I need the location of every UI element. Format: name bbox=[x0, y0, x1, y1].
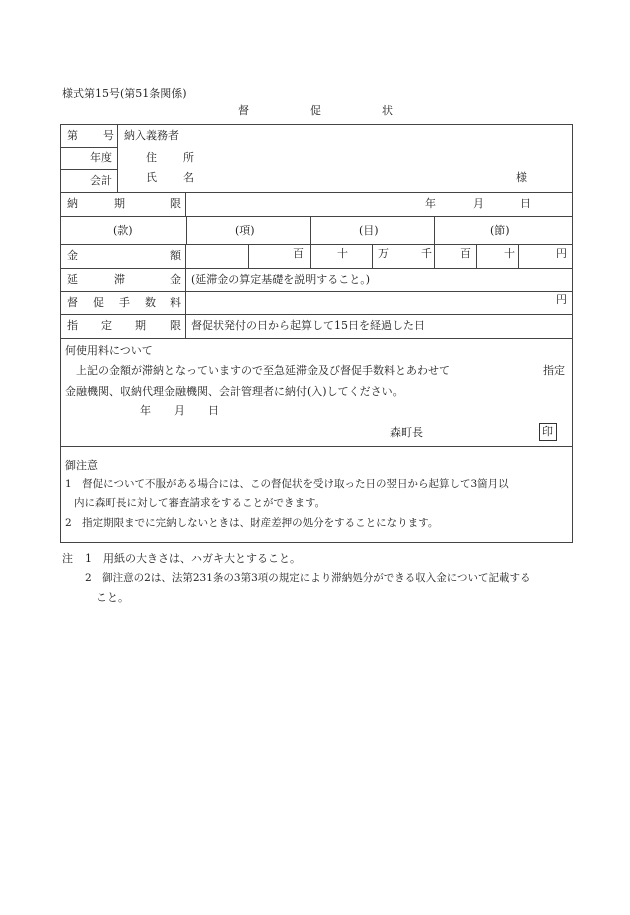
footnote-item2-line2: こと。 bbox=[96, 591, 129, 604]
reminder-fee-label: 手 bbox=[119, 296, 130, 309]
budget-kan: (款) bbox=[113, 224, 133, 237]
designated-deadline-label: 指 bbox=[67, 319, 78, 332]
address-label-1: 住 bbox=[146, 151, 157, 164]
number-label-gou: 号 bbox=[103, 129, 114, 142]
deadline-label: 納 bbox=[67, 197, 78, 210]
budget-kou: (項) bbox=[235, 224, 255, 237]
late-fee-label: 滞 bbox=[114, 273, 125, 286]
amount-digit: 百 bbox=[460, 247, 471, 260]
notice-item1-line1: 1 督促について不服がある場合には、この督促状を受け取った日の翌日から起算して3箇月以 bbox=[65, 478, 509, 490]
message-date-year: 年 bbox=[140, 404, 151, 417]
title-char: 状 bbox=[382, 104, 393, 117]
footnote-item2-line1: 2 御注意の2は、法第231条の3第3項の規定により滞納処分ができる収入金について記載する bbox=[85, 572, 531, 584]
notice-heading: 御注意 bbox=[65, 459, 98, 472]
amount-label: 額 bbox=[170, 249, 181, 262]
budget-moku: (目) bbox=[359, 224, 379, 237]
amount-digit: 十 bbox=[337, 247, 348, 260]
account-label: 会計 bbox=[90, 174, 112, 187]
amount-digit: 百 bbox=[293, 247, 304, 260]
title-char: 促 bbox=[310, 104, 321, 117]
message-date-day: 日 bbox=[208, 404, 219, 417]
name-label-2: 名 bbox=[183, 171, 194, 184]
form-number: 様式第15号(第51条関係) bbox=[62, 87, 187, 100]
deadline-day: 日 bbox=[520, 197, 531, 210]
notice-item2: 2 指定期限までに完納しないときは、財産差押の処分をすることになります。 bbox=[65, 517, 439, 529]
message-date-month: 月 bbox=[174, 404, 185, 417]
designated-deadline-label: 限 bbox=[170, 319, 181, 332]
title-char: 督 bbox=[238, 104, 249, 117]
deadline-label: 期 bbox=[114, 197, 125, 210]
reminder-fee-label: 料 bbox=[170, 296, 181, 309]
designated-deadline-label: 期 bbox=[135, 319, 146, 332]
amount-digit: 十 bbox=[504, 247, 515, 260]
reminder-fee-unit: 円 bbox=[556, 293, 567, 306]
deadline-month: 月 bbox=[473, 197, 484, 210]
seal-mark bbox=[539, 423, 557, 441]
late-fee-label: 延 bbox=[67, 273, 78, 286]
amount-digit: 円 bbox=[556, 247, 567, 260]
budget-setsu: (節) bbox=[490, 224, 510, 237]
amount-digit: 千 bbox=[421, 247, 432, 260]
late-fee-label: 金 bbox=[170, 273, 181, 286]
payer-label: 納入義務者 bbox=[124, 129, 179, 142]
message-heading: 何使用料について bbox=[65, 344, 153, 357]
seal-text: 印 bbox=[542, 425, 553, 438]
address-label-2: 所 bbox=[183, 151, 194, 164]
number-label-dai: 第 bbox=[67, 129, 78, 142]
name-label-1: 氏 bbox=[146, 171, 157, 184]
deadline-year: 年 bbox=[425, 197, 436, 210]
honorific: 様 bbox=[516, 171, 527, 184]
amount-digit: 万 bbox=[378, 247, 389, 260]
reminder-fee-label: 督 bbox=[67, 296, 78, 309]
footnote-prefix: 注 bbox=[62, 552, 73, 565]
issuer: 森町長 bbox=[390, 426, 423, 439]
reminder-fee-label: 数 bbox=[145, 296, 156, 309]
fiscal-year-label: 年度 bbox=[90, 151, 112, 164]
notice-item1-line2: 内に森町長に対して審査請求をすることができます。 bbox=[74, 497, 326, 509]
deadline-label: 限 bbox=[170, 197, 181, 210]
amount-label: 金 bbox=[67, 249, 78, 262]
designated-deadline-text: 督促状発付の日から起算して15日を経過した日 bbox=[191, 319, 425, 332]
message-line1: 上記の金額が滞納となっていますので至急延滞金及び督促手数料とあわせて bbox=[76, 364, 450, 377]
reminder-fee-label: 促 bbox=[93, 296, 104, 309]
message-line2: 金融機関、収納代理金融機関、会計管理者に納付(入)してください。 bbox=[65, 385, 404, 398]
late-fee-note: (延滞金の算定基礎を説明すること。) bbox=[191, 273, 371, 286]
footnote-item1: 1 用紙の大きさは、ハガキ大とすること。 bbox=[85, 552, 301, 565]
message-line1-end: 指定 bbox=[543, 364, 565, 377]
designated-deadline-label: 定 bbox=[101, 319, 112, 332]
